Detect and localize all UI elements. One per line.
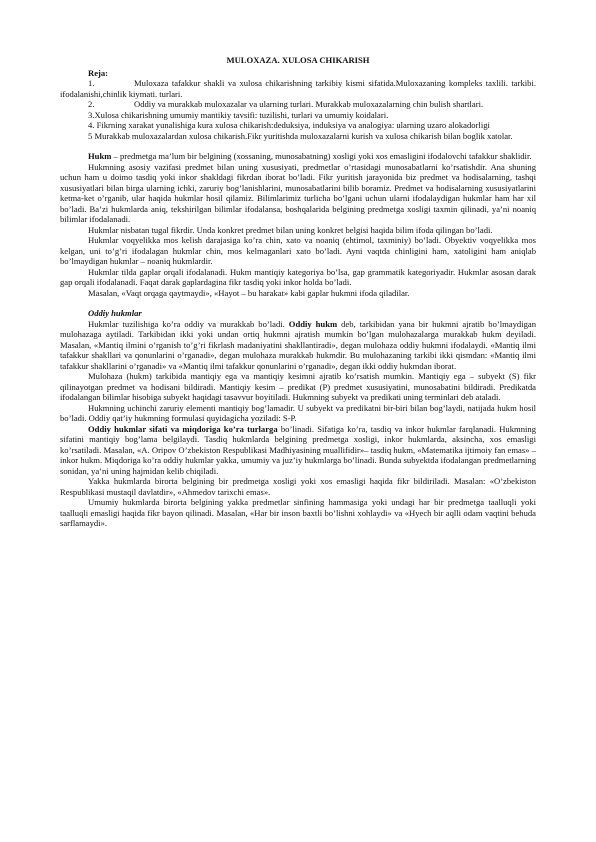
plan-item-text: Muloxaza tafakkur shakli va xulosa chikarishning tarkibiy kismi sifatida.Muloxazaning kompleks taxlili. tarkibi. ifodalanishi,chinlik kiymati. turlari. [60, 78, 536, 99]
paragraph: Masalan, «Vaqt orqaga qaytmaydi», «Hayot – bu harakat» kabi gaplar hukmni ifoda qiladilar. [88, 287, 410, 298]
paragraph: Hukmning uchinchi zaruriy elementi mantiqiy bog’lamadir. U subyekt va predikatni bir-biri bilan bog’laydi, natijada hukm hosil bo’ladi. Oddiy qat’iy hukmning formulasi quyidagicha yoziladi: S-P. [60, 402, 536, 423]
plan-item-number: 1. [88, 78, 95, 88]
plan-label: Reja: [88, 67, 109, 78]
plan-item-text: 5 Murakkab muloxazalardan xulosa chikarish.Fikr yuritishda muloxazalarni kurish va xulosa chikarish bilan boglik xatolar. [88, 130, 513, 141]
plan-item [60, 78, 536, 99]
paragraph: Yakka hukmlarda birorta belgining bir predmetga xosligi yoki xos emasligi haqida fikr bildiriladi. Masalan: «O’zbekiston Respublikasi mustaqil davlatdir», «Ahmedov tarixchi emas». [60, 476, 536, 497]
term-bold: Hukm [88, 151, 112, 161]
plan-item [60, 120, 536, 131]
paragraph-text: bo’linadi. Sifatiga ko’ra, tasdiq va inkor hukmlar farqlanadi. Hukmning sifatini mantiqiy bog’lama belgilaydi. Tasdiq hukmlarda belgining predmetga xosligi, inkor hukmlarda, aksincha, xos emasligi ko’rsatiladi. Masalan, «A. Oripov O’zbekiston Respublikasi Madhiyasining muallifidir»– tasdiq hukm, «Matematika ijtimoiy fan emas» – inkor hukm. Miqdoriga ko’ra oddiy hukmlar yakka, umumiy va juz’iy hukmlarga bo’linadi. Bunda subyektda ifodalangan predmetlarning sonidan, ya’ni uning hajmidan kelib chiqiladi. [60, 423, 536, 476]
plan-item [60, 99, 536, 110]
paragraph: Umumiy hukmlarda birorta belgining yakka predmetlar sinfining hammasiga yoki undagi har bir predmetga taalluqli yoki taalluqli emasligi haqida fikr bayon qilinadi. Masalan, «Har bir inson baxtli bo’lishni xohlaydi» va «Hyech bir aqlli odam vaqtini behuda sarflamaydi». [60, 497, 536, 528]
paragraph: Hukmlar voqyelikka mos kelish darajasiga ko’ra chin, xato va noaniq (ehtimol, taxminiy) bo’ladi. Obyektiv voqyelikka mos kelgan, uni to’g’ri ifodalagan hukmlar chin, mos kelmaganlari xato bo’ladi. Ayni vaqtda chinligini ham, xatoligini ham aniqlab bo’lmaydigan hukmlar – noaniq hukmlardir. [60, 235, 536, 266]
term-bold: Oddiy hukm [288, 318, 338, 329]
plan-item-text: Oddiy va murakkab muloxazalar va ularning turlari. Murakkab muloxazalarning chin bulish shartlari. [134, 99, 484, 109]
document-title: MULOXAZA. XULOSA CHIKARISH [226, 55, 370, 65]
paragraph: Hukmning asosiy vazifasi predmet bilan uning xususiyati, predmetlar o’rtasidagi munosabatlarni ko’rsatishdir. Ana shuning uchun ham u doimo tasdiq yoki inkor shakldagi fikrdan iborat bo’ladi. Fikr yuritish jarayonida biz predmet va hodisalarning, tashqi xususiyatlari bilan birga ularning ichki, zaruriy bog’lanishlarini, munosabatlarini bilib boramiz. Predmet va hodisalarning xususiyatlarini ketma-ket o’rganib, ular haqida hukmlar hosil qilamiz. Bilimlarimiz turlicha bo’lgani uchun ularni ifodalaydigan hukmlar ham har xil bo’ladi. Ba’zi hukmlarda aniq, tekshirilgan bilimlar ifodalansa, boshqalarida belgining predmetga xosligi taxmin qilinadi, ya’ni noaniq bilimlar ifodalanadi. [60, 161, 536, 224]
term-bold: Oddiy hukmlar sifati va miqdoriga ko’ra turlarga [88, 423, 278, 434]
paragraph-text: – predmetga ma’lum bir belgining (xossaning, munosabatning) xosligi yoki xos emasligini ifodalovchi tafakkur shaklidir. [111, 151, 532, 161]
plan-item-text: 3.Xulosa chikarishning umumiy mantikiy tavsifi: tuzilishi, turlari va umumiy koidalari. [88, 109, 389, 120]
plan-item [60, 131, 536, 142]
plan-item-number: 2. [88, 99, 95, 109]
paragraph-text: Hukmlar tuzilishiga ko’ra oddiy va murakkab bo’ladi. [88, 318, 289, 329]
paragraph: Hukmlar tilda gaplar orqali ifodalanadi. Hukm mantiqiy kategoriya bo’lsa, gap grammatik kategoriyadir. Hukmlar asosan darak gap orqali ifodalanadi. Faqat darak gaplardagina fikr tasdiq yoki inkor holda bo’ladi. [60, 266, 536, 287]
paragraph: Hukmlar nisbatan tugal fikrdir. Unda konkret predmet bilan uning konkret belgisi haqida bilim ifoda qilingan bo’ladi. [88, 224, 493, 235]
paragraph: Mulohaza (hukm) tarkibida mantiqiy ega va mantiqiy kesimni ajratib ko’rsatish mumkin. Mantiqiy ega – subyekt (S) fikr qilinayotgan predmet va hodisani bildiradi. Mantiqiy kesim – predikat (P) predmet xususiyatini, munosabatini bildiradi. Predikatda ifodalangan bilimlar hisobiga subyekt haqidagi tasavvur boyitiladi. Hukmning subyekt va predikati uning terminlari deb ataladi. [60, 371, 536, 402]
section-heading: Oddiy hukmlar [88, 308, 142, 318]
paragraph [60, 151, 536, 162]
plan-item-text: 4. Fikrning xarakat yunalishiga kura xulosa chikarish:deduksiya, induksiya va analogiya: ularning uzaro alokadorligi [88, 120, 490, 130]
spacer [60, 298, 536, 308]
paragraph-text: deb, tarkibidan yana bir hukmni ajratib bo’lmaydigan mulohazaga aytiladi. Tarkibidan ikki yoki undan ortiq hukmni ajratish mumkin bo’lgan mulohazalarga murakkab hukm deyiladi. Masalan, «Mantiq ilmini o’rganish to’g’ri fikrlash madaniyatini shakllantiradi», degan mulohaza oddiy hukmni ifodalaydi. «Mantiq ilmi tafakkur shakllari va qonunlarini o’rganadi», degan mulohaza murakkab hukmdir. Bu mulohazaning tarkibi ikki qismdan: «Mantiq ilmi tafakkur shakllarini o’rganadi» va «Mantiq ilmi tafakkur qonunlarini o’rganadi», degan ikki oddiy hukmdan iborat. [60, 318, 536, 371]
paragraph [60, 424, 536, 477]
paragraph [60, 319, 536, 372]
spacer [60, 141, 536, 151]
plan-item [60, 110, 536, 121]
